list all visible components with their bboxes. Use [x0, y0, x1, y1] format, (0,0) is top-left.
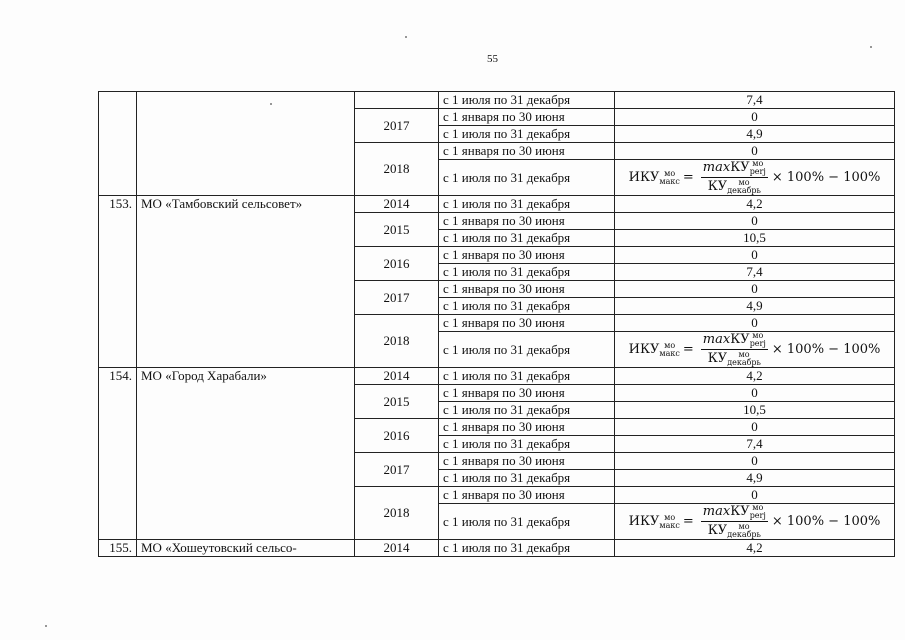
formula-denominator: КУ мо декабрь	[707, 522, 761, 539]
period-cell: с 1 июля по 31 декабря	[439, 230, 615, 247]
period-cell: с 1 июля по 31 декабря	[439, 540, 615, 557]
period-cell: с 1 июля по 31 декабря	[439, 264, 615, 281]
formula-lhs-scripts: мо макс	[659, 168, 680, 186]
period-cell: с 1 января по 30 июня	[439, 143, 615, 160]
year-cell: 2015	[355, 213, 439, 247]
formula-equals: =	[682, 341, 694, 357]
formula-cell	[615, 160, 895, 196]
value-cell: 0	[615, 419, 895, 436]
value-cell: 0	[615, 213, 895, 230]
year-cell: 2018	[355, 315, 439, 368]
row-number-cell	[99, 92, 137, 196]
year-cell	[355, 92, 439, 109]
period-cell: с 1 июля по 31 декабря	[439, 368, 615, 385]
formula-tail: × 100% − 100%	[771, 169, 881, 185]
formula-denominator: КУ мо декабрь	[707, 350, 761, 367]
formula-numerator: max КУ мо perj	[702, 159, 766, 176]
value-cell: 10,5	[615, 402, 895, 419]
formula-equals: =	[682, 513, 694, 529]
value-cell: 7,4	[615, 264, 895, 281]
formula-lhs: ИКУ	[628, 169, 660, 185]
formula-denominator: КУ мо декабрь	[707, 178, 761, 195]
year-cell: 2014	[355, 368, 439, 385]
year-cell: 2014	[355, 540, 439, 557]
max-index-formula	[629, 160, 881, 195]
page-number: 55	[487, 53, 498, 65]
formula-numerator: max КУ мо perj	[702, 503, 766, 520]
row-number-cell: 155.	[99, 540, 137, 557]
year-cell: 2016	[355, 419, 439, 453]
table-row	[99, 196, 895, 213]
scan-speck	[870, 46, 872, 48]
value-cell: 0	[615, 315, 895, 332]
year-cell: 2018	[355, 143, 439, 196]
year-cell: 2018	[355, 487, 439, 540]
value-cell: 0	[615, 487, 895, 504]
value-cell: 10,5	[615, 230, 895, 247]
formula-lhs-scripts: мо макс	[659, 340, 680, 358]
formula-fraction	[701, 160, 768, 195]
data-table	[98, 91, 895, 557]
scan-speck	[405, 36, 407, 38]
year-cell: 2016	[355, 247, 439, 281]
municipality-cell	[137, 92, 355, 196]
period-cell: с 1 января по 30 июня	[439, 213, 615, 230]
period-cell: с 1 января по 30 июня	[439, 281, 615, 298]
formula-tail: × 100% − 100%	[771, 513, 881, 529]
municipality-cell: МО «Тамбовский сельсовет»	[137, 196, 355, 368]
value-cell: 0	[615, 109, 895, 126]
formula-lhs-scripts: мо макс	[659, 512, 680, 530]
period-cell: с 1 января по 30 июня	[439, 487, 615, 504]
period-cell: с 1 июля по 31 декабря	[439, 160, 615, 196]
period-cell: с 1 июля по 31 декабря	[439, 196, 615, 213]
value-cell: 4,2	[615, 196, 895, 213]
period-cell: с 1 июля по 31 декабря	[439, 126, 615, 143]
municipality-cell: МО «Хошеутовский сельсо-	[137, 540, 355, 557]
max-index-formula	[629, 504, 881, 539]
formula-numerator: max КУ мо perj	[702, 331, 766, 348]
municipality-cell: МО «Город Харабали»	[137, 368, 355, 540]
period-cell: с 1 июля по 31 декабря	[439, 470, 615, 487]
value-cell: 0	[615, 385, 895, 402]
value-cell: 7,4	[615, 436, 895, 453]
scan-speck	[270, 103, 272, 105]
period-cell: с 1 января по 30 июня	[439, 453, 615, 470]
value-cell: 4,9	[615, 126, 895, 143]
year-cell: 2017	[355, 281, 439, 315]
period-cell: с 1 июля по 31 декабря	[439, 332, 615, 368]
year-cell: 2015	[355, 385, 439, 419]
scan-speck	[45, 625, 47, 627]
value-cell: 4,9	[615, 470, 895, 487]
period-cell: с 1 июля по 31 декабря	[439, 436, 615, 453]
period-cell: с 1 января по 30 июня	[439, 315, 615, 332]
formula-cell	[615, 504, 895, 540]
formula-tail: × 100% − 100%	[771, 341, 881, 357]
formula-fraction	[701, 504, 768, 539]
value-cell: 7,4	[615, 92, 895, 109]
period-cell: с 1 июля по 31 декабря	[439, 504, 615, 540]
value-cell: 4,2	[615, 540, 895, 557]
formula-equals: =	[682, 169, 694, 185]
period-cell: с 1 июля по 31 декабря	[439, 92, 615, 109]
formula-fraction	[701, 332, 768, 367]
period-cell: с 1 июля по 31 декабря	[439, 402, 615, 419]
value-cell: 4,2	[615, 368, 895, 385]
year-cell: 2017	[355, 453, 439, 487]
formula-cell	[615, 332, 895, 368]
row-number-cell: 153.	[99, 196, 137, 368]
max-index-formula	[629, 332, 881, 367]
period-cell: с 1 июля по 31 декабря	[439, 298, 615, 315]
value-cell: 0	[615, 247, 895, 264]
period-cell: с 1 января по 30 июня	[439, 419, 615, 436]
period-cell: с 1 января по 30 июня	[439, 385, 615, 402]
formula-lhs: ИКУ	[628, 513, 660, 529]
value-cell: 0	[615, 281, 895, 298]
value-cell: 4,9	[615, 298, 895, 315]
period-cell: с 1 января по 30 июня	[439, 247, 615, 264]
formula-lhs: ИКУ	[628, 341, 660, 357]
year-cell: 2014	[355, 196, 439, 213]
table-row	[99, 92, 895, 109]
table-row	[99, 368, 895, 385]
table-row	[99, 540, 895, 557]
period-cell: с 1 января по 30 июня	[439, 109, 615, 126]
row-number-cell: 154.	[99, 368, 137, 540]
year-cell: 2017	[355, 109, 439, 143]
value-cell: 0	[615, 453, 895, 470]
value-cell: 0	[615, 143, 895, 160]
